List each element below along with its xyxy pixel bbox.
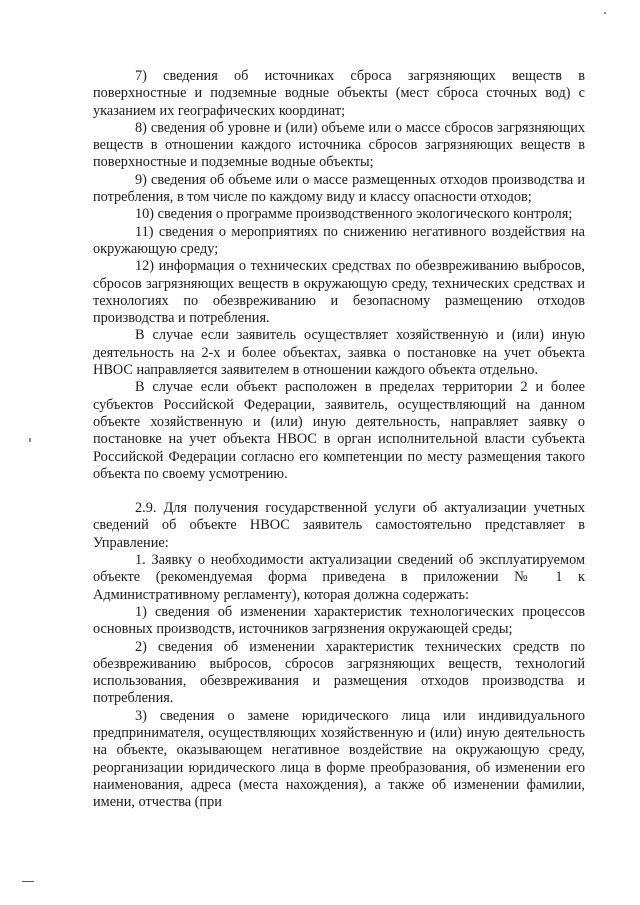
scan-speck <box>22 881 34 882</box>
list-item-8: 8) сведения об уровне и (или) объеме или о массе сбросов загрязняющих веществ в отношении каждого источника сбросов загрязняющих веществ в поверхностные и подземные водные объекты; <box>93 119 585 171</box>
scan-speck <box>604 12 606 14</box>
paragraph-multiple-objects: В случае если заявитель осуществляет хозяйственную и (или) иную деятельность на 2-х и более объектах, заявка о постановке на учет объекта НВОС направляется заявителем в отношении каждого объекта отдельно. <box>93 327 585 379</box>
list-item-9: 9) сведения об объеме или о массе размещенных отходов производства и потребления, в том числе по каждому виду и классу опасности отходов; <box>93 171 585 206</box>
scan-speck <box>29 438 31 442</box>
update-item-2: 2) сведения об изменении характеристик технических средств по обезвреживанию выбросов, сбросов загрязняющих веществ, технологий использования, обезвреживания и размещения отходов производства и потребления. <box>93 638 585 707</box>
list-item-11: 11) сведения о мероприятиях по снижению негативного воздействия на окружающую среду; <box>93 223 585 257</box>
update-item-1: 1) сведения об изменении характеристик технологических процессов основных производств, источников загрязнения окружающей среды; <box>93 603 585 638</box>
list-item-10: 10) сведения о программе производственного экологического контроля; <box>135 206 573 223</box>
paragraph-multiple-subjects: В случае если объект расположен в пределах территории 2 и более субъектов Российской Федерации, заявитель, осуществляющий на данном объекте хозяйственную и (или) иную деятельность, направляет заявку о постановке на учет объекта НВОС в орган исполнительной власти субъекта Российской Федерации согласно его компетенции по месту размещения такого объекта по своему усмотрению. <box>93 379 585 482</box>
update-item-3: 3) сведения о замене юридического лица или индивидуального предпринимателя, осуществляющих хозяйственную и (или) иную деятельность на объекте, оказывающем негативное воздействие на окружающую среду, реорганизации юридического лица в форме преобразования, об изменении его наименования, адреса (места нахождения), а также об изменении фамилии, имени, отчества (при <box>93 707 585 811</box>
section-2-9-heading: 2.9. Для получения государственной услуги об актуализации учетных сведений об объекте НВОС заявитель самостоятельно представляет в Управление: <box>93 500 585 551</box>
document-body <box>93 68 585 811</box>
application-requirement: 1. Заявку о необходимости актуализации сведений об эксплуатируемом объекте (рекомендуемая форма приведена в приложении № 1 к Административному регламенту), которая должна содержать: <box>93 552 585 603</box>
list-item-12: 12) информация о технических средствах по обезвреживанию выбросов, сбросов загрязняющих веществ в окружающую среду, технических средствах и технологиях по обезвреживанию и безопасному размещению отходов производства и потребления. <box>93 258 585 327</box>
list-item-7: 7) сведения об источниках сброса загрязняющих веществ в поверхностные и подземные водные объекты (мест сброса сточных вод) с указанием их географических координат; <box>93 68 585 119</box>
